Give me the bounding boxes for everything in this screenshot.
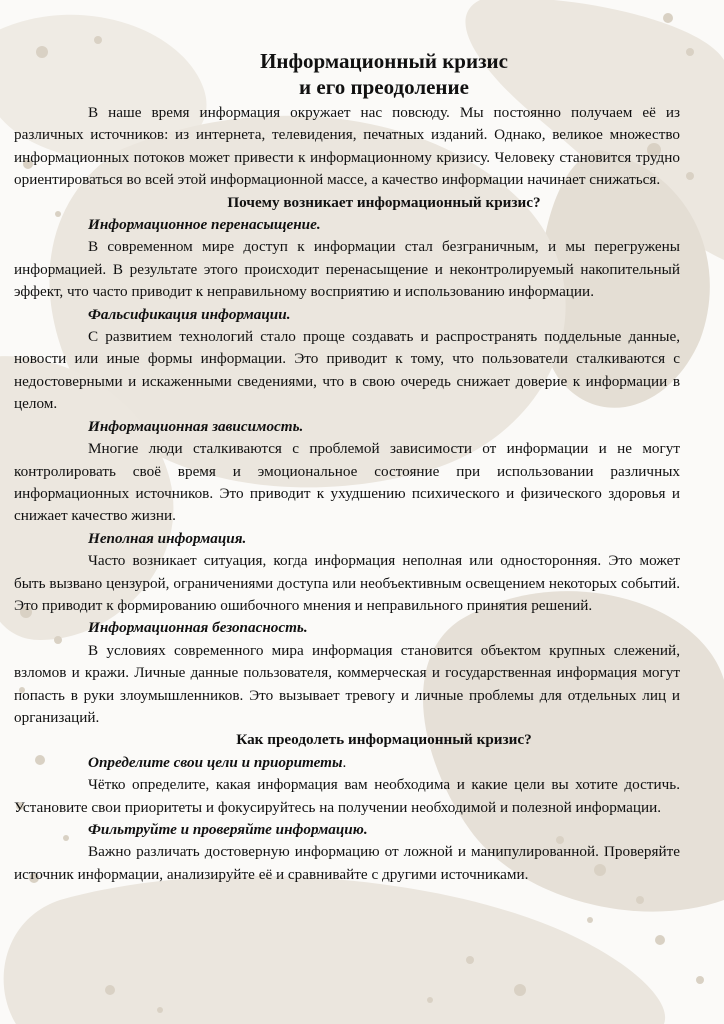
background-blob-bottom: [4, 876, 665, 1024]
subheading-filter-information: Фильтруйте и проверяйте информацию.: [88, 821, 368, 838]
paragraph-define-goals: Чётко определите, какая информация вам необходима и какие цели вы хотите достичь. Установите свои приоритеты и фокусируйтесь на получении необходимой и полезной информации.: [14, 776, 680, 816]
paragraph-dependence: Многие люди сталкиваются с проблемой зависимости от информации и не могут контролировать своё время и эмоциональное состояние при использовании различных информационных источников. Это приводит к ухудшению психического и физического здоровья и снижает качество жизни.: [14, 440, 680, 525]
subheading-incomplete-information: Неполная информация.: [88, 529, 247, 547]
document-title: [88, 48, 680, 100]
paragraph-falsification: С развитием технологий стало проще создавать и распространять поддельные данные, новости или иные формы информации. Это приводит к тому, что пользователи сталкиваются с недостоверными и искаженными сведениями, что в свою очередь снижает доверие к информации в целом.: [14, 328, 680, 413]
subheading-define-goals-period: .: [342, 753, 347, 771]
paragraph-incomplete-information: Часто возникает ситуация, когда информация неполная или односторонняя. Это может быть вызвано цензурой, ограничениями доступа или необъективным освещением некоторых событий. Это приводит к формированию ошибочного мнения и неправильного принятия решений.: [14, 552, 680, 614]
subheading-information-security: Информационная безопасность.: [88, 619, 308, 637]
section-heading-solutions: Как преодолеть информационный кризис?: [236, 731, 532, 749]
subheading-falsification: Фальсификация информации.: [88, 305, 291, 323]
section-heading-causes: Почему возникает информационный кризис?: [227, 193, 541, 211]
subheading-define-goals-text: Определите свои цели и приоритеты: [88, 753, 343, 771]
intro-paragraph: В наше время информация окружает нас повсюду. Мы постоянно получаем её из различных источников: из интернета, телевидения, печатных изданий. Однако, великое множество информационных потоков может привести к информационному кризису. Человеку становится трудно ориентироваться во всей этой информационной массе, а качество информации начинает снижаться.: [14, 104, 680, 189]
subheading-oversaturation: Информационное перенасыщение.: [88, 216, 321, 234]
paragraph-filter-information: Важно различать достоверную информацию от ложной и манипулированной. Проверяйте источник информации, анализируйте её и сравнивайте с другими источниками.: [14, 843, 680, 883]
subheading-define-goals: [88, 752, 680, 774]
document-content: [14, 48, 680, 886]
title-line-2: и его преодоление: [299, 75, 469, 99]
paragraph-information-security: В условиях современного мира информация становится объектом крупных слежений, взломов и кражи. Личные данные пользователя, коммерческая и государственная информация могут попасть в руки злоумышленников. Это вызывает тревогу и личные проблемы для отдельных лиц и организаций.: [14, 641, 680, 726]
subheading-dependence: Информационная зависимость.: [88, 417, 304, 435]
title-line-1: Информационный кризис: [260, 49, 508, 73]
paragraph-oversaturation: В современном мире доступ к информации стал безграничным, и мы перегружены информацией. В результате этого происходит перенасыщение и неконтролируемый накопительный эффект, что часто приводит к неправильному восприятию и использованию информации.: [14, 238, 680, 301]
